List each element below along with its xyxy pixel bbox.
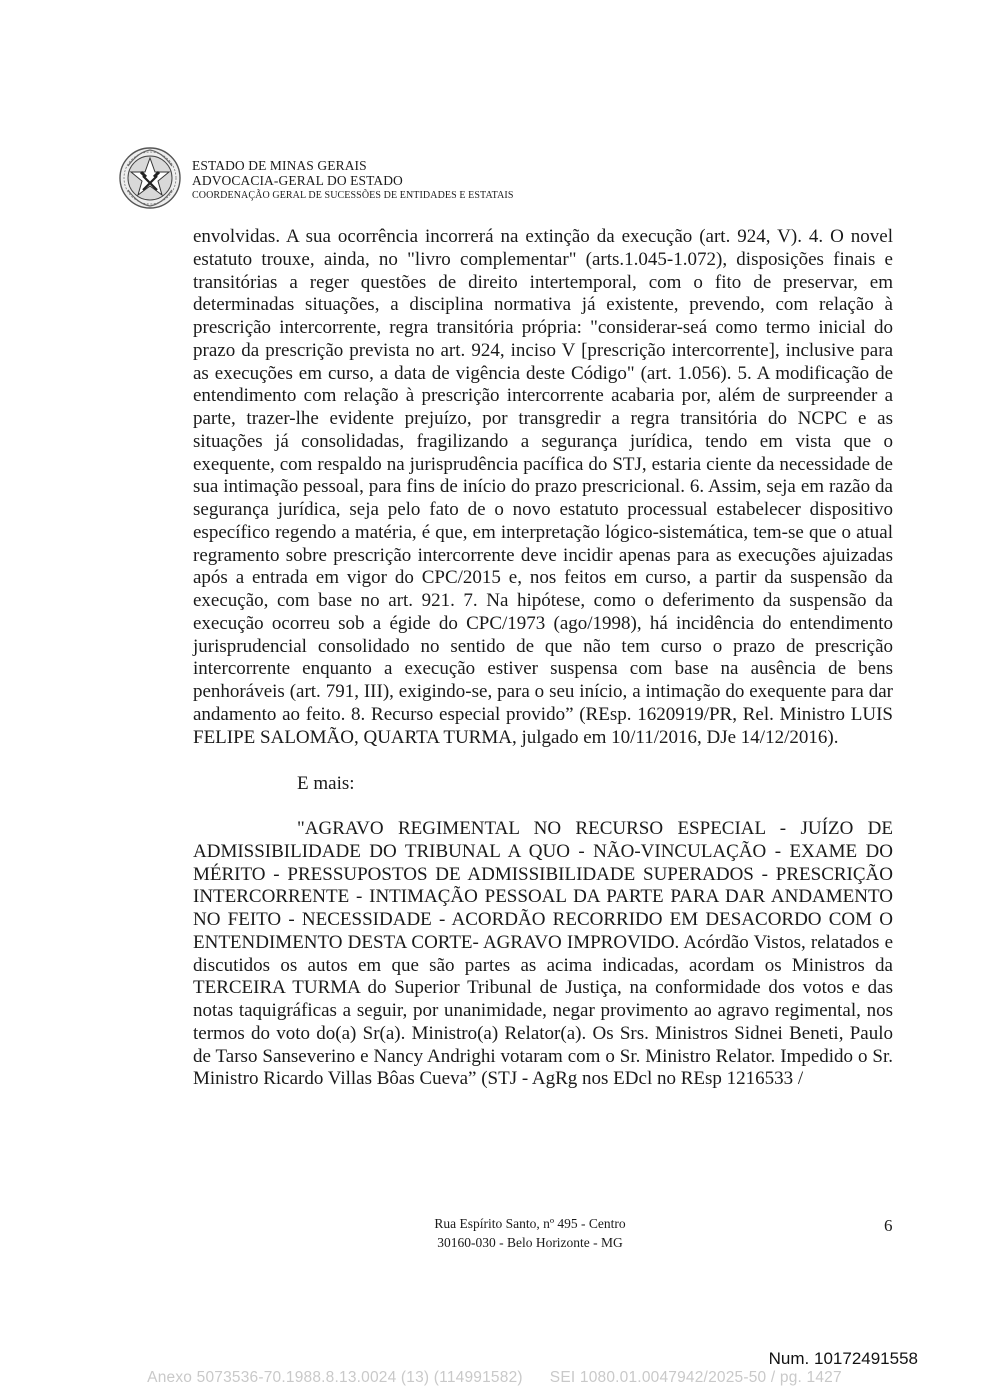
document-body: [193, 226, 893, 1091]
body-paragraph-quote: "AGRAVO REGIMENTAL NO RECURSO ESPECIAL - JUÍZO DE ADMISSIBILIDADE DO TRIBUNAL A QUO - NÃO-VINCULAÇÃO - EXAME DO MÉRITO - PRESSUPOSTOS DE ADMISSIBILIDADE SUPERADOS - PRESCRIÇÃO INTERCORRENTE - INTIMAÇÃO PESSOAL DA PARTE PARA DAR ANDAMENTO NO FEITO - NECESSIDADE - ACORDÃO RECORRIDO EM DESACORDO COM O ENTENDIMENTO DESTA CORTE- AGRAVO IMPROVIDO. Acórdão Vistos, relatados e discutidos os autos em que são partes as acima indicadas, acordam os Ministros da TERCEIRA TURMA do Superior Tribunal de Justiça, na conformidade dos votos e das notas taquigráficas a seguir, por unanimidade, negar provimento ao agravo regimental, nos termos do voto do(a) Sr(a). Ministro(a) Relator(a). Os Srs. Ministros Sidnei Beneti, Paulo de Tarso Sanseverino e Nancy Andrighi votaram com o Sr. Ministro Relator. Impedido o Sr. Ministro Ricardo Villas Bôas Cueva” (STJ - AgRg nos EDcl no REsp 1216533 /: [193, 818, 893, 1090]
footer-address-line1: Rua Espírito Santo, nº 495 - Centro: [434, 1216, 626, 1231]
page-number: 6: [884, 1216, 893, 1235]
body-paragraph-e-mais: E mais:: [297, 773, 355, 795]
letterhead: [192, 158, 514, 203]
body-paragraph: envolvidas. A sua ocorrência incorrerá na extinção da execução (art. 924, V). 4. O novel estatuto trouxe, ainda, no "livro complementar" (arts.1.045-1.072), disposições finais e transitórias a reger questões de direito intertemporal, com o fito de preservar, em determinadas situações, a disciplina normativa já existente, prevendo, com relação à prescrição intercorrente, regra transitória própria: "considerar-seá como termo inicial do prazo da prescrição prevista no art. 924, inciso V [prescrição intercorrente], inclusive para as execuções em curso, a data de vigência deste Código" (art. 1.056). 5. A modificação de entendimento com relação à prescrição intercorrente acabaria por, além de surpreender a parte, trazer-lhe evidente prejuízo, por transgredir a regra transitória do NCPC e as situações já consolidadas, fragilizando a segurança jurídica, tendo em vista que o exequente, com respaldo na jurisprudência pacífica do STJ, estaria ciente da necessidade de sua intimação pessoal, para fins de início do prazo prescricional. 6. Assim, seja em razão da segurança jurídica, seja pelo fato de o novo estatuto processual estabelecer dispositivo específico regendo a matéria, é que, em interpretação lógico-sistemática, tem-se que o atual regramento sobre prescrição intercorrente deve incidir apenas para as execuções ajuizadas após a entrada em vigor do CPC/2015 e, nos feitos em curso, a partir da suspensão da execução, com base no art. 921. 7. Na hipótese, como o deferimento da suspensão da execução ocorreu sob a égide do CPC/1973 (ago/1998), há incidência do entendimento jurisprudencial consolidado no sentido de que não tem curso o prazo de prescrição intercorrente enquanto a execução estiver suspensa com base na ausência de bens penhoráveis (art. 791, III), exigindo-se, para o seu início, a intimação do exequente para dar andamento ao feito. 8. Recurso especial provido” (REsp. 1620919/PR, Rel. Ministro LUIS FELIPE SALOMÃO, QUARTA TURMA, julgado em 10/11/2016, DJe 14/12/2016).: [193, 226, 893, 748]
letterhead-agency: ADVOCACIA-GERAL DO ESTADO: [192, 173, 403, 188]
footer-address: [400, 1214, 660, 1252]
minas-gerais-seal-icon: [118, 146, 182, 210]
footer-address-line2: 30160-030 - Belo Horizonte - MG: [437, 1235, 623, 1250]
watermark-stamp: Anexo 5073536-70.1988.8.13.0024 (13) (114991582) SEI 1080.01.0047942/2025-50 / pg. 1427: [147, 1369, 842, 1386]
document-number: Num. 10172491558: [768, 1349, 918, 1368]
letterhead-state: ESTADO DE MINAS GERAIS: [192, 158, 367, 173]
letterhead-department: COORDENAÇÃO GERAL DE SUCESSÕES DE ENTIDADES E ESTATAIS: [192, 190, 514, 201]
